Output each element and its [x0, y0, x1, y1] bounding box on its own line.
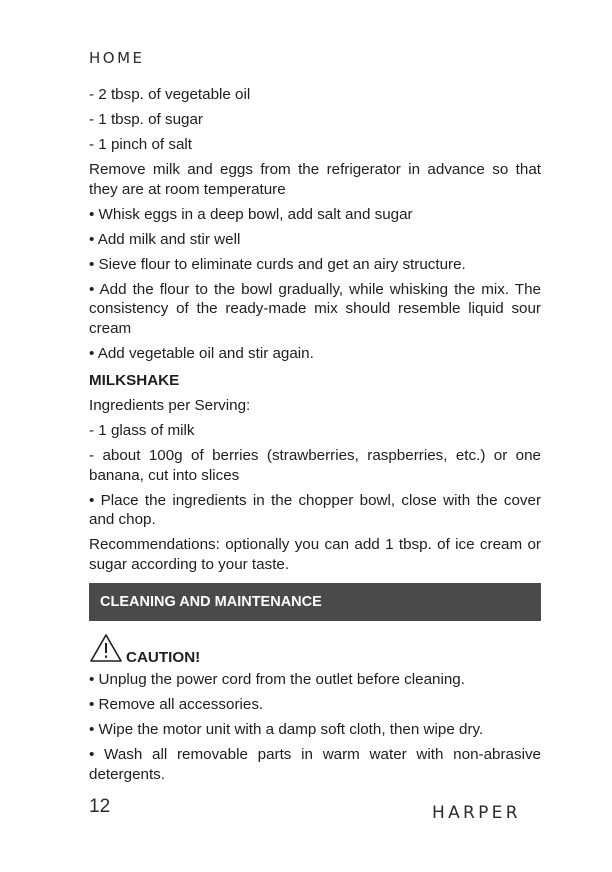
milkshake-heading: MILKSHAKE — [89, 372, 180, 389]
cleaning-step-wipe-motor: • Wipe the motor unit with a damp soft cloth, then wipe dry. — [89, 721, 484, 738]
milkshake-ingredient-milk: - 1 glass of milk — [89, 422, 195, 439]
milkshake-ingredients-label: Ingredients per Serving: — [89, 397, 251, 414]
step-add-flour: • Add the flour to the bowl gradually, while whisking the mix. The consistency of the ready-made mix should resemble liquid sour cream — [89, 280, 541, 337]
ingredient-sugar: - 1 tbsp. of sugar — [89, 111, 203, 128]
home-logo-text: HOME — [89, 49, 145, 67]
page-number: 12 — [89, 796, 111, 817]
step-add-milk: • Add milk and stir well — [89, 230, 241, 248]
milkshake-step-chop: • Place the ingredients in the chopper bowl, close with the cover and chop. — [89, 491, 541, 528]
cleaning-content — [89, 670, 541, 790]
cleaning-step-wash-parts: • Wash all removable parts in warm water with non-abrasive detergents. — [89, 746, 541, 783]
harper-logo: HARPER — [432, 803, 521, 823]
step-whisk-eggs: • Whisk eggs in a deep bowl, add salt and sugar — [89, 205, 413, 223]
step-sieve-flour: • Sieve flour to eliminate curds and get an airy structure. — [89, 255, 466, 273]
caution-label: CAUTION! — [126, 649, 201, 666]
milkshake-ingredient-berries: - about 100g of berries (strawberries, raspberries, etc.) or one banana, cut into slices — [89, 447, 541, 484]
home-logo — [89, 49, 145, 67]
section-header-cleaning — [89, 583, 541, 621]
step-add-oil: • Add vegetable oil and stir again. — [89, 344, 314, 362]
cleaning-step-remove-accessories: • Remove all accessories. — [89, 696, 264, 713]
warning-triangle-icon — [89, 633, 123, 668]
instruction-room-temperature: Remove milk and eggs from the refrigerator in advance so that they are at room temperature — [89, 161, 541, 198]
milkshake-recommendations: Recommendations: optionally you can add 1 tbsp. of ice cream or sugar according to your taste. — [89, 536, 541, 573]
ingredient-salt: - 1 pinch of salt — [89, 136, 192, 153]
ingredient-oil: - 2 tbsp. of vegetable oil — [89, 86, 251, 103]
cleaning-step-unplug: • Unplug the power cord from the outlet before cleaning. — [89, 671, 465, 688]
caution-notice — [89, 632, 541, 668]
recipe-content — [89, 85, 541, 580]
section-title: CLEANING AND MAINTENANCE — [100, 594, 322, 610]
